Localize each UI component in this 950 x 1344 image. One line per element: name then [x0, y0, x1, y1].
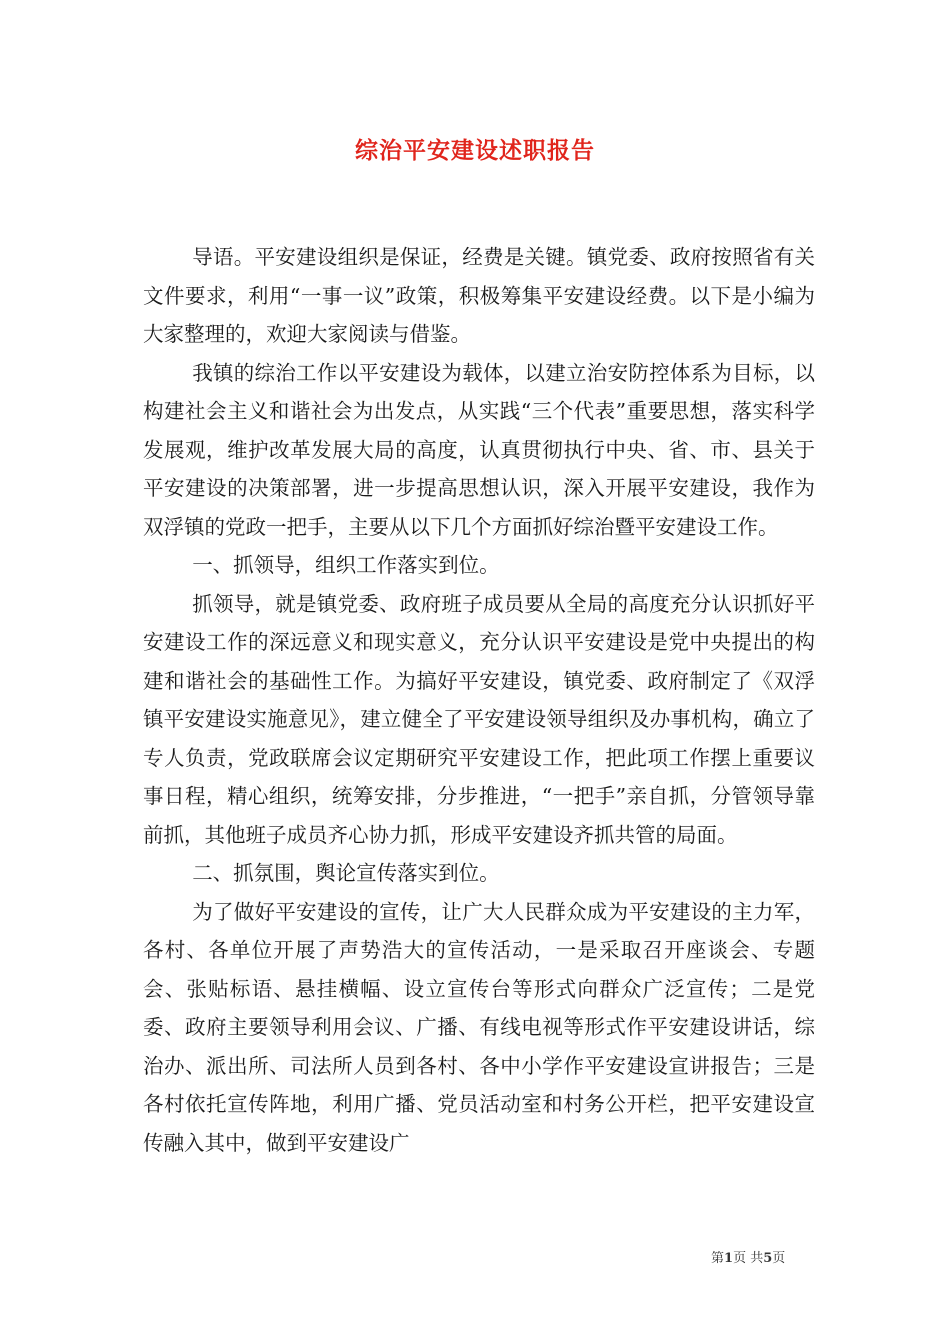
footer-current-page: 1 [724, 1251, 734, 1266]
paragraph-overview: 我镇的综治工作以平安建设为载体，以建立治安防控体系为目标，以构建社会主义和谐社会为出发点，从实践“三个代表”重要思想，落实科学发展观，维护改革发展大局的高度，认真贯彻执行中央、省、市、县关于平安建设的决策部署，进一步提高思想认识，深入开展平安建设，我作为双浮镇的党政一把手，主要从以下几个方面抓好综治暨平安建设工作。 [143, 360, 815, 539]
footer-prefix: 第 [711, 1251, 725, 1266]
footer-suffix: 页 [772, 1251, 786, 1266]
footer-total-pages: 5 [763, 1251, 773, 1266]
paragraph-section-1: 抓领导，就是镇党委、政府班子成员要从全局的高度充分认识抓好平安建设工作的深远意义和现实意义，充分认识平安建设是党中央提出的构建和谐社会的基础性工作。为搞好平安建设，镇党委、政府制定了《双浮镇平安建设实施意见》，建立健全了平安建设领导组织及办事机构，确立了专人负责，党政联席会议定期研究平安建设工作，把此项工作摆上重要议事日程，精心组织，统筹安排，分步推进，“一把手”亲自抓，分管领导靠前抓，其他班子成员齐心协力抓，形成平安建设齐抓共管的局面。 [143, 591, 815, 847]
document-body [143, 238, 815, 1162]
document-title: 综治平安建设述职报告 [355, 137, 595, 164]
section-heading-1: 一、抓领导，组织工作落实到位。 [192, 553, 500, 577]
paragraph-section-2: 为了做好平安建设的宣传，让广大人民群众成为平安建设的主力军，各村、各单位开展了声势浩大的宣传活动，一是采取召开座谈会、专题会、张贴标语、悬挂横幅、设立宣传台等形式向群众广泛宣传；二是党委、政府主要领导利用会议、广播、有线电视等形式作平安建设讲话，综治办、派出所、司法所人员到各村、各中小学作平安建设宣讲报告；三是各村依托宣传阵地，利用广播、党员活动室和村务公开栏，把平安建设宣传融入其中，做到平安建设广 [143, 899, 815, 1155]
page-number-footer [711, 1247, 785, 1266]
section-heading-2: 二、抓氛围，舆论宣传落实到位。 [192, 861, 500, 885]
paragraph-intro: 导语。平安建设组织是保证，经费是关键。镇党委、政府按照省有关文件要求，利用“一事一议”政策，积极筹集平安建设经费。以下是小编为大家整理的，欢迎大家阅读与借鉴。 [143, 245, 815, 346]
footer-middle: 页 共 [733, 1251, 764, 1266]
